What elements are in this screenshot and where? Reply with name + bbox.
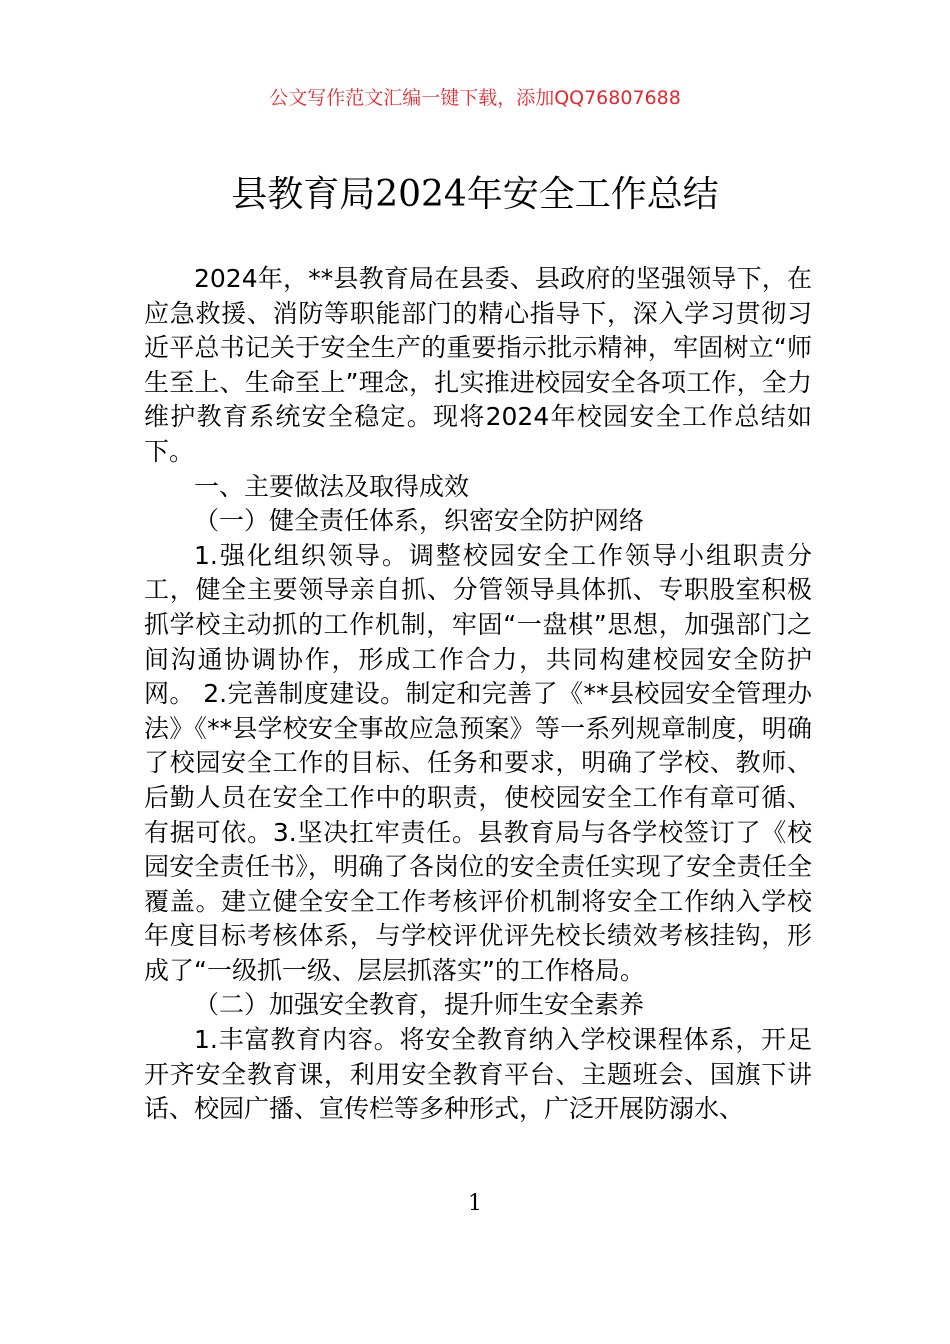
subsection-heading: （一）健全责任体系，织密安全防护网络 — [194, 506, 645, 536]
page-number: 1 — [468, 1191, 482, 1216]
document-body — [144, 262, 812, 1127]
document-title: 县教育局2024年安全工作总结 — [231, 174, 719, 215]
section-heading: 一、主要做法及取得成效 — [194, 471, 470, 501]
subsection-heading: （二）加强安全教育，提升师生安全素养 — [194, 990, 645, 1020]
header-note: 公文写作范文汇编一键下载，添加QQ76807688 — [269, 87, 681, 109]
intro-paragraph: 2024年，**县教育局在县委、县政府的坚强领导下，在应急救援、消防等职能部门的精心指导下，深入学习贯彻习近平总书记关于安全生产的重要指示批示精神，牢固树立“师生至上、生命至上”理念，扎实推进校园安全各项工作，全力维护教育系统安全稳定。现将2024年校园安全工作总结如下。 — [144, 264, 812, 466]
body-paragraph: 1.丰富教育内容。将安全教育纳入学校课程体系，开足开齐安全教育课，利用安全教育平台、主题班会、国旗下讲话、校园广播、宣传栏等多种形式，广泛开展防溺水、 — [144, 1025, 812, 1124]
body-paragraph: 1.强化组织领导。调整校园安全工作领导小组职责分工，健全主要领导亲自抓、分管领导具体抓、专职股室积极抓学校主动抓的工作机制，牢固“一盘棋”思想，加强部门之间沟通协调协作，形成工作合力，共同构建校园安全防护网。 2.完善制度建设。制定和完善了《**县校园安全管理办法》《**县学校安全事故应急预案》等一系列规章制度，明确了校园安全工作的目标、任务和要求，明确了学校、教师、后勤人员在安全工作中的职责，使校园安全工作有章可循、有据可依。3.坚决扛牢责任。县教育局与各学校签订了《校园安全责任书》，明确了各岗位的安全责任实现了安全责任全覆盖。建立健全安全工作考核评价机制将安全工作纳入学校年度目标考核体系，与学校评优评先校长绩效考核挂钩，形成了“一级抓一级、层层抓落实”的工作格局。 — [144, 540, 812, 985]
